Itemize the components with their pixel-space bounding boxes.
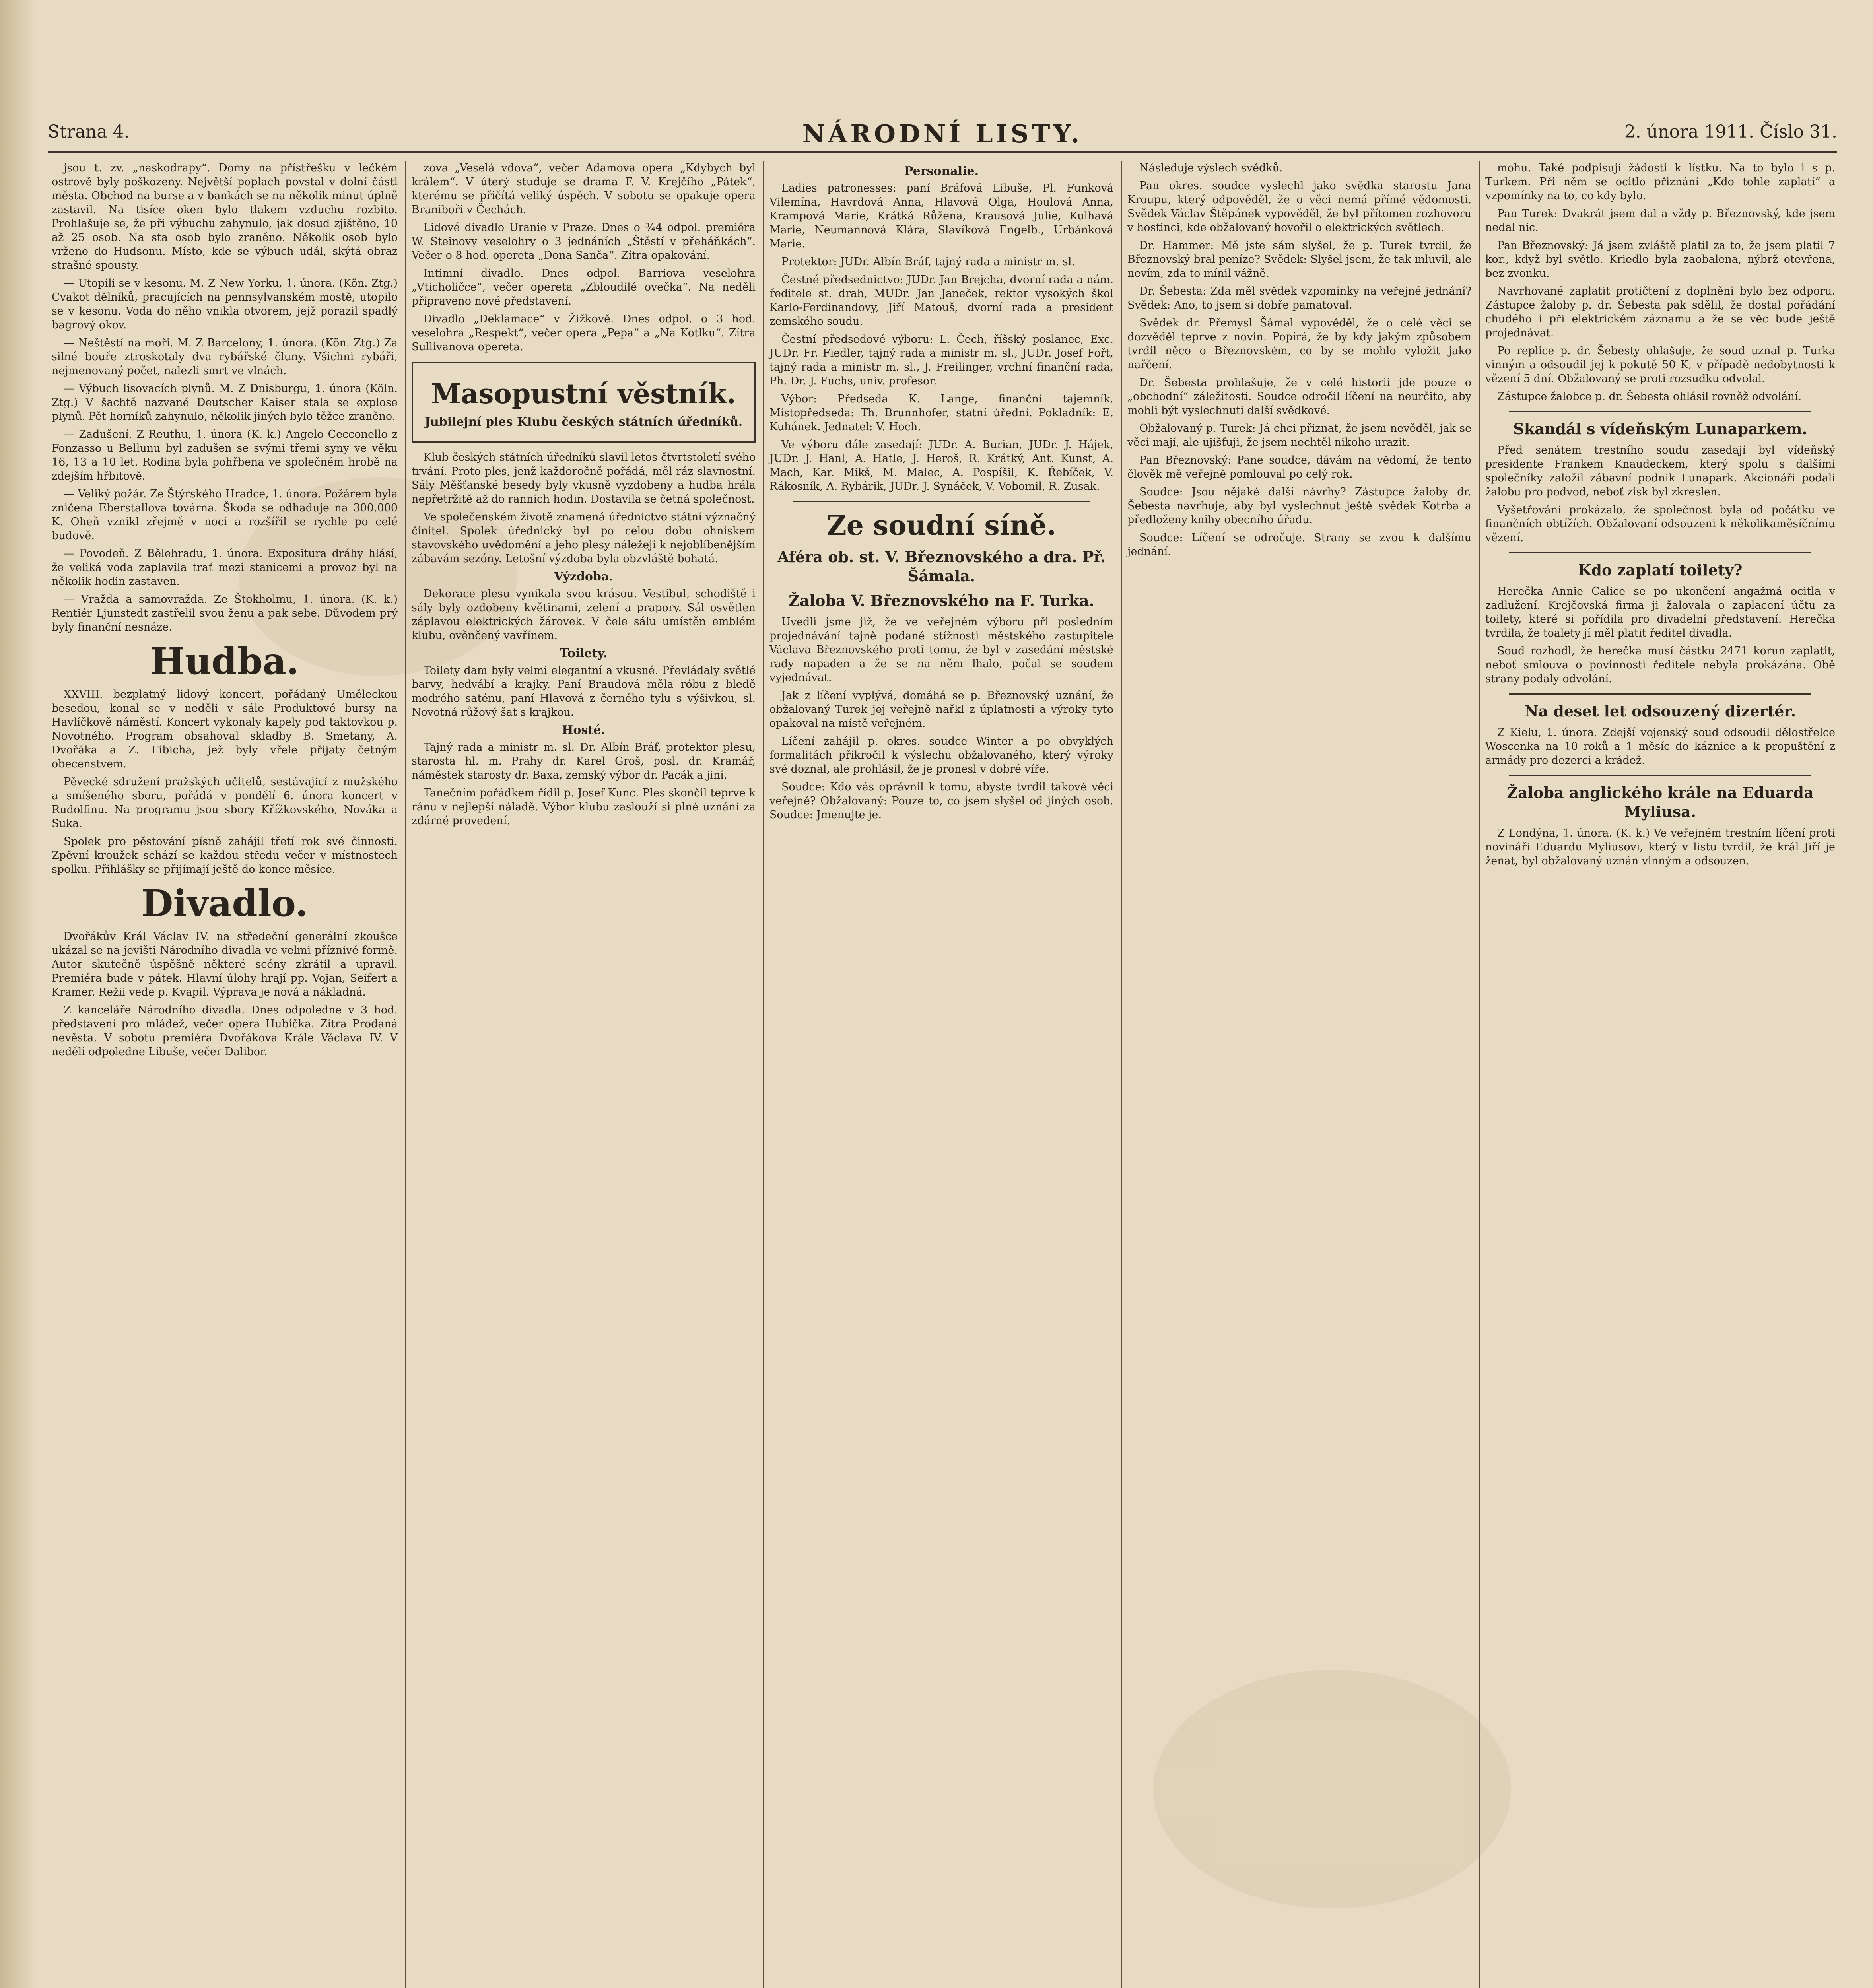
article-paragraph: Dr. Hammer: Mě jste sám slyšel, že p. Turek tvrdil, že Březnovský bral peníze? Svědek: Slyšel jsem, že tak mluvil, ale nevím, zda to mínil vážně. [1127, 239, 1471, 280]
article-paragraph: Navrhované zaplatit protičtení z doplnění bylo bez odporu. Zástupce žaloby p. dr. Šebesta pak sdělil, že dostal pořádání chudého i při elektrickém záznamu a že se věc bude ještě projednávat. [1485, 285, 1835, 339]
article-paragraph: Tanečním pořádkem řídil p. Josef Kunc. Ples skončil teprve k ránu v nejlepší náladě. Výbor klubu zaslouží si plné uznání za zdárné provedení. [412, 787, 756, 827]
article-paragraph: Toilety dam byly velmi elegantní a vkusné. Převládaly světlé barvy, hedvábí a krajky. Paní Braudová měla róbu z bledě modrého saténu, paní Hlavová z černého tylu s výšivkou, sl. Novotná růžový šat s krajkou. [412, 664, 756, 718]
article-paragraph: Čestné předsednictvo: JUDr. Jan Brejcha, dvorní rada a nám. ředitele st. drah, MUDr. Jan Janeček, rektor vysokých škol Karlo-Ferdinandovy, Jiří Matouš, dvorní rada a president zemského soudu. [769, 274, 1113, 328]
article-paragraph: Vyšetřování prokázalo, že společnost byla od počátku ve finančních obtížích. Obžalovaní odsouzeni k několikaměsíčnímu vězení. [1485, 504, 1835, 544]
article-paragraph: Protektor: JUDr. Albín Bráf, tajný rada a ministr m. sl. [781, 256, 1075, 268]
article-paragraph: Divadlo „Deklamace“ v Žižkově. Dnes odpol. o 3 hod. veselohra „Respekt“, večer opera „Pepa“ a „Na Kotlku“. Zítra Sullivanova opereta. [412, 313, 756, 353]
article-paragraph: Pan Březnovský: Já jsem zvláště platil za to, že jsem platil 7 kor., když byl světlo. Kriedlo byla zaobalena, nýbrž otevřena, bez zvonku. [1485, 239, 1835, 280]
column-rule [763, 161, 764, 1988]
article-paragraph: Dr. Šebesta: Zda měl svědek vzpomínky na veřejné jednání? Svědek: Ano, to jsem si dobře pamatoval. [1127, 285, 1471, 311]
article-paragraph: — Utopili se v kesonu. M. Z New Yorku, 1. února. (Kön. Ztg.) Cvakot dělníků, pracujících na pennsylvanském mostě, utopilo se v kesonu. Voda do něho vnikla otvorem, jejž porazil spadlý bagrový okov. [52, 277, 398, 331]
article-paragraph: Tajný rada a ministr m. sl. Dr. Albín Bráf, protektor plesu, starosta hl. m. Prahy dr. Karel Groš, posl. dr. Kramář, náměstek starosty dr. Baxa, zemský výbor dr. Pacák a jiní. [412, 741, 756, 781]
article-paragraph: Herečka Annie Calice se po ukončení angažmá ocitla v zadlužení. Krejčovská firma ji žalovala o zaplacení účtu za toilety, které si pořídila pro divadelní představení. Herečka tvrdila, že toalety jí měl platit ředitel divadla. [1485, 585, 1835, 639]
article-paragraph: Obžalovaný p. Turek: Já chci přiznat, že jsem nevěděl, jak se věci mají, ale ujišťuji, že jsem nechtěl nikoho urazit. [1127, 422, 1471, 448]
subsection-title: Jubilejní ples Klubu českých státních úředníků. [424, 415, 743, 429]
divider [1509, 775, 1811, 776]
section-title-masopust: Masopustní věstník. [431, 378, 736, 410]
article-headline: Kdo zaplatí toilety? [1578, 561, 1743, 579]
article-headline: Žaloba V. Březnovského na F. Turka. [789, 592, 1094, 610]
article-paragraph: Jak z líčení vyplývá, domáhá se p. Březnovský uznání, že obžalovaný Turek jej veřejně nařkl z úplatnosti a výroky tyto opakoval na místě veřejném. [769, 689, 1113, 730]
article-paragraph: — Veliký požár. Ze Štýrského Hradce, 1. února. Požárem byla zničena Eberstallova továrna. Škoda se odhaduje na 300.000 K. Oheň vznikl zřejmě v noci a rozšířil se rychle po celé budově. [52, 488, 398, 542]
masthead-title: NÁRODNÍ LISTY. [802, 119, 1083, 148]
article-paragraph: Pan Březnovský: Pane soudce, dávám na vědomí, že tento člověk mě veřejně pomlouval po celý rok. [1127, 454, 1471, 480]
article-paragraph: Uvedli jsme již, že ve veřejném výboru při posledním projednávání tajně podané stížnosti městského zastupitele Václava Březnovského proti tomu, že byl v zasedání městské rady napaden a že se na něm lhalo, počal se soudem vyjednávat. [769, 616, 1113, 684]
article-headline: Na deset let odsouzený dizertér. [1524, 702, 1796, 720]
article-paragraph: zova „Veselá vdova“, večer Adamova opera „Kdybych byl králem“. V úterý studuje se drama F. V. Krejčího „Pátek“, kterému se přičítá veliký úspěch. V sobotu se opakuje opera Braniboři v Čechách. [412, 162, 756, 216]
article-paragraph: Ve výboru dále zasedají: JUDr. A. Burian, JUDr. J. Hájek, JUDr. J. Hanl, A. Hatle, J. Heroš, R. Krátký, Ant. Kunst, A. Mach, Kar. Mikš, M. Malec, A. Pospíšil, K. Řebíček, V. Rákosník, A. Rybárik, JUDr. J. Synáček, V. Vobomil, R. Zusak. [769, 439, 1113, 493]
column-1 [52, 161, 398, 1063]
article-paragraph: Zástupce žalobce p. dr. Šebesta ohlásil rovněž odvolání. [1497, 390, 1802, 403]
masopust-box [412, 362, 756, 443]
article-headline: Žaloba anglického krále na Eduarda Myliusa. [1507, 784, 1814, 821]
article-paragraph: Soudce: Kdo vás oprávnil k tomu, abyste tvrdil takové věci veřejně? Obžalovaný: Pouze to, co jsem slyšel od jiných osob. Soudce: Jmenujte je. [769, 781, 1113, 821]
article-paragraph: Dekorace plesu vynikala svou krásou. Vestibul, schodiště i sály byly ozdobeny květinami, zelení a prapory. Sál osvětlen záplavou elektrických žárovek. V čele sálu umístěn emblém klubu, ověnčený vavřínem. [412, 588, 756, 642]
article-paragraph: Čestní předsedové výboru: L. Čech, říšský poslanec, Exc. JUDr. Fr. Fiedler, tajný rada a ministr m. sl., JUDr. Josef Fořt, tajný rada a ministr m. sl., J. Freilinger, vrchní finanční rada, Ph. Dr. J. Fuchs, univ. profesor. [769, 333, 1113, 387]
divider [1509, 552, 1811, 553]
divider [1509, 693, 1811, 695]
article-paragraph: Výbor: Předseda K. Lange, finanční tajemník. Místopředseda: Th. Brunnhofer, statní úřední. Pokladník: E. Kuhánek. Jednatel: V. Hoch. [769, 393, 1113, 433]
article-paragraph: Klub českých státních úředníků slavil letos čtvrtstoletí svého trvání. Proto ples, jenž každoročně pořádá, měl ráz slavnostní. Sály Měšťanské besedy byly vkusně vyzdobeny a hudba hrála nepřetržitě až do ranních hodin. Dostavila se četná společnost. [412, 451, 756, 505]
article-paragraph: Z kanceláře Národního divadla. Dnes odpoledne v 3 hod. představení pro mládež, večer opera Hubička. Zítra Prodaná nevěsta. V sobotu premiéra Dvořákova Krále Václava IV. V neděli odpoledne Libuše, večer Dalibor. [52, 1004, 398, 1058]
section-title-soud: Ze soudní síně. [827, 510, 1056, 542]
article-paragraph: jsou t. zv. „naskodrapy“. Domy na přístřešku v lečkém ostrově byly poškozeny. Největší poplach povstal v dolní části města. Obchod na burse a v bankách se na několik minut úplně zastavil. Na tisíce oken bylo tlakem vzduchu rozbito. Prohlašuje se, že při výbuchu zahynulo, jak dosud zjištěno, 10 až 25 osob. Na sta osob bylo zraněno. Několik osob bylo vrženo do Hudsonu. Místo, kde se výbuch udál, skýtá obraz strašné spousty. [52, 162, 398, 272]
column-5 [1485, 161, 1835, 872]
article-paragraph: Dr. Šebesta prohlašuje, že v celé historii jde pouze o „obchodní“ záležitosti. Soudce odročil líčení na neurčito, aby mohli být vyslechnuti další svědkové. [1127, 377, 1471, 417]
divider [793, 501, 1090, 502]
page-number: Strana 4. [48, 122, 130, 142]
paper-stain [1153, 1670, 1511, 1908]
article-headline: Skandál s vídeňským Lunaparkem. [1513, 420, 1807, 438]
article-paragraph: — Zadušení. Z Reuthu, 1. února (K. k.) Angelo Cecconello z Fonzasso u Bellunu byl zadušen se svými třemi syny ve věku 16, 13 a 10 let. Rodina byla pohřbena ve společném hrobě na zdejším hřbitově. [52, 428, 398, 482]
subheading: Výzdoba. [554, 570, 613, 584]
article-paragraph: Pěvecké sdružení pražských učitelů, sestávající z mužského a smíšeného sboru, pořádá v pondělí 6. února koncert v Rudolfinu. Na programu jsou sbory Křížkovského, Nováka a Suka. [52, 776, 398, 830]
column-rule [1121, 161, 1122, 1988]
article-paragraph: Soud rozhodl, že herečka musí částku 2471 korun zaplatit, neboť smlouva o povinnosti ředitele nebyla prokázána. Obě strany podaly odvolání. [1485, 645, 1835, 685]
article-paragraph: Z Kielu, 1. února. Zdejší vojenský soud odsoudil dělostřelce Woscenka na 10 roků a 1 měsíc do káznice a k propuštění z armády pro dezerci a krádež. [1485, 726, 1835, 767]
article-paragraph: Intimní divadlo. Dnes odpol. Barriova veselohra „Vticholičce“, večer opereta „Zbloudilé ovečka“. Na neděli připraveno nové představení. [412, 267, 756, 307]
page-header [48, 119, 1837, 153]
article-paragraph: — Vražda a samovražda. Ze Štokholmu, 1. února. (K. k.) Rentiér Ljunstedt zastřelil svou ženu a pak sebe. Důvodem prý byly finanční nesnáze. [52, 593, 398, 633]
article-paragraph: Pan okres. soudce vyslechl jako svědka starostu Jana Kroupu, který odpověděl, že o věci nemá přímé vědomosti. Svědek Václav Štěpánek vypověděl, že byl přítomen rozhovoru v hostinci, kde obžalovaný hovořil o elektrických světlech. [1127, 180, 1471, 234]
column-rule [1479, 161, 1480, 1988]
column-4 [1127, 161, 1471, 563]
article-paragraph: Následuje výslech svědků. [1139, 162, 1283, 174]
section-title-divadlo: Divadlo. [141, 882, 308, 925]
article-paragraph: Ve společenském životě znamená úřednictvo státní význačný činitel. Spolek úřednický byl po celou dobu ohniskem stavovského uvědomění a jeho plesy náležejí k nejoblíbenějším zábavám sezóny. Letošní výzdoba byla obzvláště bohatá. [412, 511, 756, 565]
article-paragraph: — Neštěstí na moři. M. Z Barcelony, 1. února. (Kön. Ztg.) Za silné bouře ztroskotaly dva rybářské čluny. Všichni rybáři, nejmenovaný počet, nalezli smrt ve vlnách. [52, 337, 398, 377]
paper-fold-shadow [0, 0, 38, 1988]
issue-date: 2. února 1911. Číslo 31. [1624, 122, 1837, 142]
article-paragraph: Ladies patronesses: paní Bráfová Libuše, Pl. Funková Vilemína, Havrdová Anna, Hlavová Olga, Houlová Anna, Krampová Marie, Krátká Růžena, Krausová Julie, Kulhavá Marie, Neumannová Klára, Slavíková Engelb., Urbánková Marie. [769, 182, 1113, 250]
article-paragraph: Soudce: Jsou nějaké další návrhy? Zástupce žaloby dr. Šebesta navrhuje, aby byl vyslechnut ještě svědek Kotrba a předloženy knihy obecního úřadu. [1127, 486, 1471, 526]
article-paragraph: — Povodeň. Z Bělehradu, 1. února. Expositura dráhy hlásí, že veliká voda zaplavila trať mezi stanicemi a provoz byl na několik hodin zastaven. [52, 547, 398, 588]
subheading: Personalie. [904, 164, 979, 178]
subheading: Toilety. [560, 646, 608, 660]
article-paragraph: Dvořákův Král Václav IV. na středeční generální zkoušce ukázal se na jevišti Národního divadla ve velmi příznivé formě. Autor skutečně úspěšně některé scény zkrátil a upravil. Premiéra bude v pátek. Hlavní úlohy hrají pp. Vojan, Seifert a Kramer. Režii vede p. Kvapil. Výprava je nová a nákladná. [52, 930, 398, 998]
article-headline: Aféra ob. st. V. Březnovského a dra. Př. Šámala. [777, 548, 1106, 585]
column-2 [412, 161, 756, 832]
article-paragraph: Po replice p. dr. Šebesty ohlašuje, že soud uznal p. Turka vinným a odsoudil jej k pokutě 50 K, v případě nedobytnosti k vězení 5 dní. Obžalovaný se proti rozsudku odvolal. [1485, 345, 1835, 385]
article-paragraph: Z Londýna, 1. února. (K. k.) Ve veřejném trestním líčení proti novináři Eduardu Myliusovi, který v listu tvrdil, že král Jiří je ženat, byl obžalovaný uznán vinným a odsouzen. [1485, 827, 1835, 867]
article-paragraph: mohu. Také podpisují žádosti k lístku. Na to bylo i s p. Turkem. Při něm se ocitlo přiznání „Kdo tohle zaplatí“ a vzpomínky na to, co kdy bylo. [1485, 162, 1835, 202]
article-paragraph: Pan Turek: Dvakrát jsem dal a vždy p. Březnovský, kde jsem nedal nic. [1485, 208, 1835, 234]
article-paragraph: Soudce: Líčení se odročuje. Strany se zvou k dalšímu jednání. [1127, 532, 1471, 558]
article-paragraph: XXVIII. bezplatný lidový koncert, pořádaný Uměleckou besedou, konal se v neděli v sále Produktové bursy na Havlíčkově náměstí. Koncert vykonaly kapely pod taktovkou p. Novotného. Program obsahoval skladby B. Smetany, A. Dvořáka a Z. Fibicha, jež byly vřele přijaty četným obecenstvem. [52, 688, 398, 770]
column-3 [769, 161, 1113, 826]
article-paragraph: Před senátem trestního soudu zasedají byl vídeňský presidente Frankem Knaudeckem, který spolu s dalšími společníky založil zábavní podnik Lunapark. Akcionáři podali žalobu pro podvod, neboť zisk byl zkreslen. [1485, 444, 1835, 498]
article-paragraph: Svědek dr. Přemysl Šámal vypověděl, že o celé věci se dozvěděl teprve z novin. Popírá, že by kdy jakým způsobem tvrdil něco o Březnovském, co by se mohlo vyložit jako nařčení. [1127, 317, 1471, 371]
article-paragraph: Líčení zahájil p. okres. soudce Winter a po obvyklých formalitách přikročil k výslechu obžalovaného, který výroky své doznal, ale prohlásil, že je pronesl v dobré víře. [769, 735, 1113, 775]
article-paragraph: Spolek pro pěstování písně zahájil třetí rok své činnosti. Zpěvní kroužek schází se každou středu večer v místnostech spolku. Přihlášky se přijímají ještě do konce měsíce. [52, 835, 398, 876]
article-paragraph: Lidové divadlo Uranie v Praze. Dnes o ¾4 odpol. premiéra W. Steinovy veselohry o 3 jednáních „Štěstí v přeháňkách“. Večer o 8 hod. opereta „Dona Sanča“. Zítra opakování. [412, 221, 756, 262]
section-title-hudba: Hudba. [150, 640, 299, 683]
divider [1509, 411, 1811, 412]
subheading: Hosté. [562, 723, 605, 737]
column-rule [405, 161, 406, 1988]
article-paragraph: — Výbuch lisovacích plynů. M. Z Dnisburgu, 1. února (Köln. Ztg.) V šachtě nazvané Deutscher Kaiser stala se explose plynů. Pět horníků zahynulo, několik jiných bylo těžce zraněno. [52, 382, 398, 423]
